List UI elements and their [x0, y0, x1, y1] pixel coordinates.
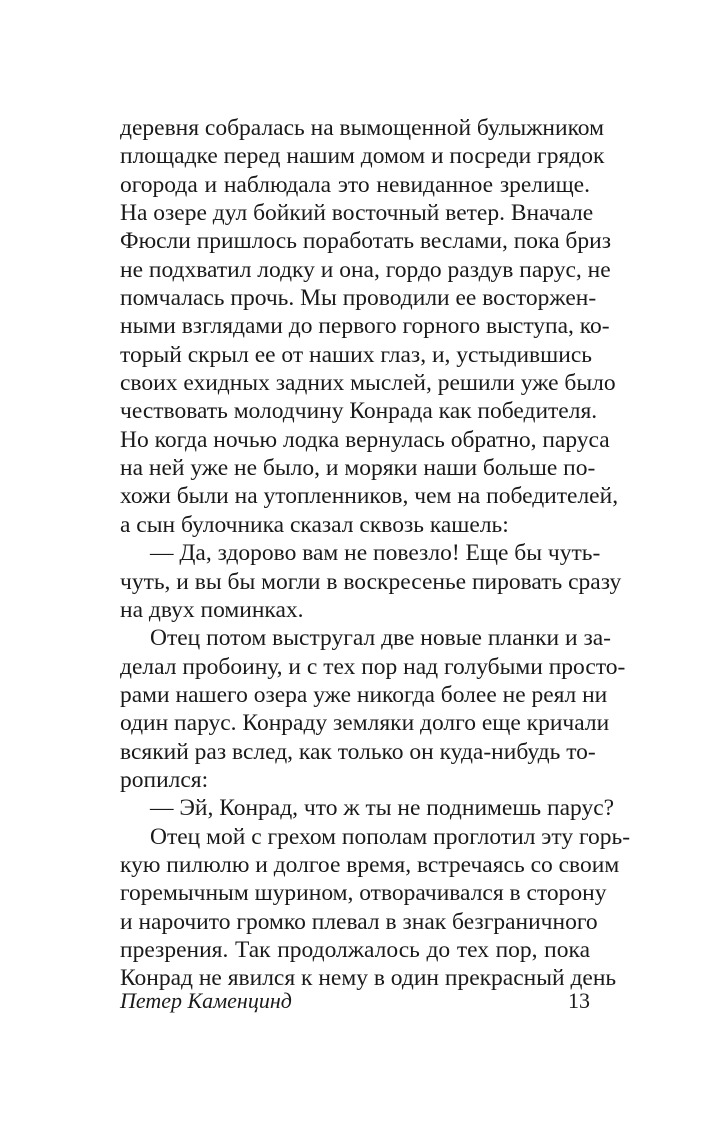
text-line: чуть, и вы бы могли в воскресенье пировать сразу — [120, 568, 622, 595]
paragraph-start-line: Отец потом выстругал две новые планки и за- — [150, 625, 611, 652]
running-title: Петер Каменцинд — [120, 988, 292, 1013]
dialogue-line: — Эй, Конрад, что ж ты не поднимешь парус? — [150, 795, 615, 822]
text-line: ропился: — [120, 766, 209, 793]
text-line: своих ехидных задних мыслей, решили уже было — [120, 370, 616, 397]
dialogue-line: — Да, здорово вам не повезло! Еще бы чуть- — [150, 540, 601, 567]
text-line: деревня собралась на вымощенной булыжником — [120, 115, 604, 141]
text-line: огорода и наблюдала это невиданное зрелище. — [120, 171, 590, 198]
text-line: площадке перед нашим домом и посреди грядок — [120, 143, 605, 170]
text-line: На озере дул бойкий восточный ветер. Вначале — [120, 200, 594, 227]
text-line: всякий раз вслед, как только он куда-нибудь то- — [120, 738, 596, 765]
page-number: 13 — [568, 988, 590, 1013]
body-text — [120, 114, 631, 993]
text-line: хожи были на утопленников, чем на победителей, — [120, 483, 619, 510]
text-line: не подхватил лодку и она, гордо раздув парус, не — [120, 256, 611, 283]
text-line: горемычным шурином, отворачивался в сторону — [120, 880, 607, 907]
text-line: помчалась прочь. Мы проводили ее восторжен- — [120, 285, 597, 312]
text-line: один парус. Конраду земляки долго еще кричали — [120, 710, 610, 737]
text-line: ными взглядами до первого горного выступа, ко- — [120, 313, 610, 340]
text-line: Фюсли пришлось поработать веслами, пока бриз — [120, 228, 611, 255]
text-line: рами нашего озера уже никогда более не реял ни — [120, 681, 608, 708]
paragraph-start-line: Отец мой с грехом пополам проглотил эту горь- — [150, 823, 631, 850]
text-line: презрения. Так продолжалось до тех пор, пока — [120, 936, 590, 963]
text-line: кую пилюлю и долгое время, встречаясь со своим — [120, 851, 620, 878]
text-line: торый скрыл ее от наших глаз, и, устыдившись — [120, 341, 592, 368]
text-line: и нарочито громко плевал в знак безграничного — [120, 908, 598, 935]
text-line: делал пробоину, и с тех пор над голубыми просто- — [120, 653, 626, 680]
text-line: Конрад не явился к нему в один прекрасный день — [120, 965, 617, 992]
text-line: на ней уже не было, и моряки наши больше по- — [120, 455, 596, 482]
text-line: а сын булочника сказал сквозь кашель: — [120, 511, 509, 538]
text-line: чествовать молодчину Конрада как победителя. — [120, 398, 598, 425]
text-line: Но когда ночью лодка вернулась обратно, паруса — [120, 426, 610, 453]
text-line: на двух поминках. — [120, 596, 304, 623]
